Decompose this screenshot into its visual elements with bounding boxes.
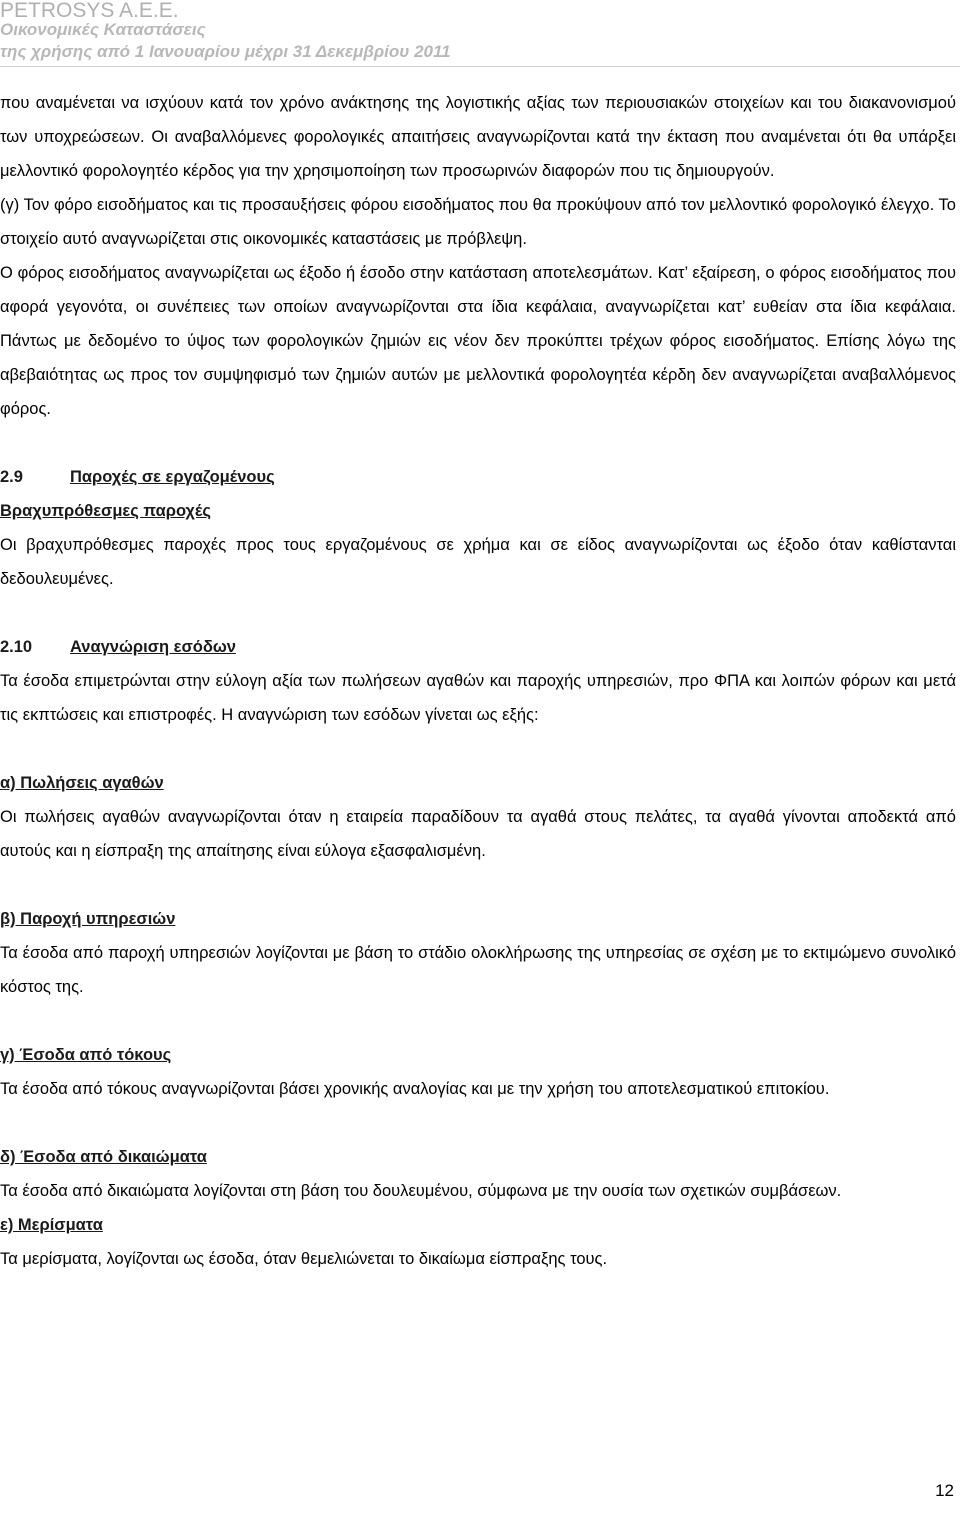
royalties-paragraph: Τα έσοδα από δικαιώματα λογίζονται στη βάση του δουλευμένου, σύμφωνα με την ουσία των σχετικών συμβάσεων.	[0, 1182, 842, 1200]
document-body	[0, 86, 956, 1276]
page-header	[0, 0, 960, 66]
section-number: 2.9	[0, 468, 23, 486]
subsection-heading-dividends: ε) Μερίσματα	[0, 1216, 103, 1234]
deferred-tax-paragraph: που αναμένεται να ισχύουν κατά τον χρόνο ανάκτησης της λογιστικής αξίας των περιουσιακών στοιχείων και του διακανονισμού των υποχρεώσεων. Οι αναβαλλόμενες φορολογικές απαιτήσεις αναγνωρίζονται κατά την έκταση που αναμένεται ότι θα υπάρξει μελλοντικό φορολογητέο κέρδος για την χρησιμοποίηση των προσωρινών διαφορών που τις δημιουργούν.	[0, 94, 956, 180]
section-heading-2-9	[0, 460, 956, 494]
spacer	[0, 596, 956, 630]
sales-paragraph: Οι πωλήσεις αγαθών αναγνωρίζονται όταν η εταιρεία παραδίδουν τα αγαθά στους πελάτες, τα αγαθά γίνονται αποδεκτά από αυτούς και η είσπραξη της απαίτησης είναι εύλογα εξασφαλισμένη.	[0, 808, 956, 860]
revenue-intro-paragraph: Τα έσοδα επιμετρώνται στην εύλογη αξία των πωλήσεων αγαθών και παροχής υπηρεσιών, προ ΦΠΑ και λοιπών φόρων και μετά τις εκπτώσεις και επιστροφές. Η αναγνώριση των εσόδων γίνεται ως εξής:	[0, 672, 956, 724]
subsection-heading-services: β) Παροχή υπηρεσιών	[0, 910, 176, 928]
subsection-heading-interest: γ) Έσοδα από τόκους	[0, 1046, 172, 1064]
document-title: Οικονομικές Καταστάσεις	[0, 20, 206, 39]
subsection-heading-sales: α) Πωλήσεις αγαθών	[0, 774, 164, 792]
spacer	[0, 426, 956, 460]
subsection-heading-royalties: δ) Έσοδα από δικαιώματα	[0, 1148, 207, 1166]
spacer	[0, 1004, 956, 1038]
section-number: 2.10	[0, 638, 33, 656]
spacer	[0, 868, 956, 902]
section-heading-2-10	[0, 630, 956, 664]
dividends-paragraph: Τα μερίσματα, λογίζονται ως έσοδα, όταν θεμελιώνεται το δικαίωμα είσπραξης τους.	[0, 1250, 608, 1268]
subsection-heading: Βραχυπρόθεσμες παροχές	[0, 502, 211, 520]
company-name: PETROSYS A.E.E.	[0, 0, 179, 22]
section-title: Παροχές σε εργαζομένους	[70, 468, 275, 486]
spacer	[0, 1106, 956, 1140]
income-tax-recognition-paragraph: Ο φόρος εισοδήματος αναγνωρίζεται ως έξοδο ή έσοδο στην κατάσταση αποτελεσμάτων. Κατ’ εξαίρεση, ο φόρος εισοδήματος που αφορά γεγονότα, οι συνέπειες των οποίων αναγνωρίζονται στα ίδια κεφάλαια, αναγνωρίζεται κατ’ ευθείαν στα ίδια κεφάλαια. Πάντως με δεδομένο το ύψος των φορολογικών ζημιών εις νέον δεν προκύπτει τρέχων φόρος εισοδήματος. Επίσης λόγω της αβεβαιότητας ως προς τον συμψηφισμό των ζημιών αυτών με μελλοντικά φορολογητέα κέρδη δεν αναγνωρίζεται αναβαλλόμενος φόρος.	[0, 264, 956, 418]
short-term-benefits-paragraph: Οι βραχυπρόθεσμες παροχές προς τους εργαζομένους σε χρήμα και σε είδος αναγνωρίζονται ως έξοδο όταν καθίστανται δεδουλευμένες.	[0, 536, 956, 588]
page-number: 12	[935, 1481, 954, 1500]
header-divider	[0, 66, 960, 67]
spacer	[0, 732, 956, 766]
services-paragraph: Τα έσοδα από παροχή υπηρεσιών λογίζονται με βάση το στάδιο ολοκλήρωσης της υπηρεσίας σε σχέση με το εκτιμώμενο συνολικό κόστος της.	[0, 944, 956, 996]
section-title: Αναγνώριση εσόδων	[70, 638, 236, 656]
interest-paragraph: Τα έσοδα από τόκους αναγνωρίζονται βάσει χρονικής αναλογίας και με την χρήση του αποτελεσματικού επιτοκίου.	[0, 1080, 830, 1098]
reporting-period: της χρήσης από 1 Ιανουαρίου μέχρι 31 Δεκεμβρίου 2011	[0, 42, 451, 61]
income-tax-audit-paragraph: (γ) Τον φόρο εισοδήματος και τις προσαυξήσεις φόρου εισοδήματος που θα προκύψουν από τον μελλοντικό φορολογικό έλεγχο. Το στοιχείο αυτό αναγνωρίζεται στις οικονομικές καταστάσεις με πρόβλεψη.	[0, 196, 956, 248]
